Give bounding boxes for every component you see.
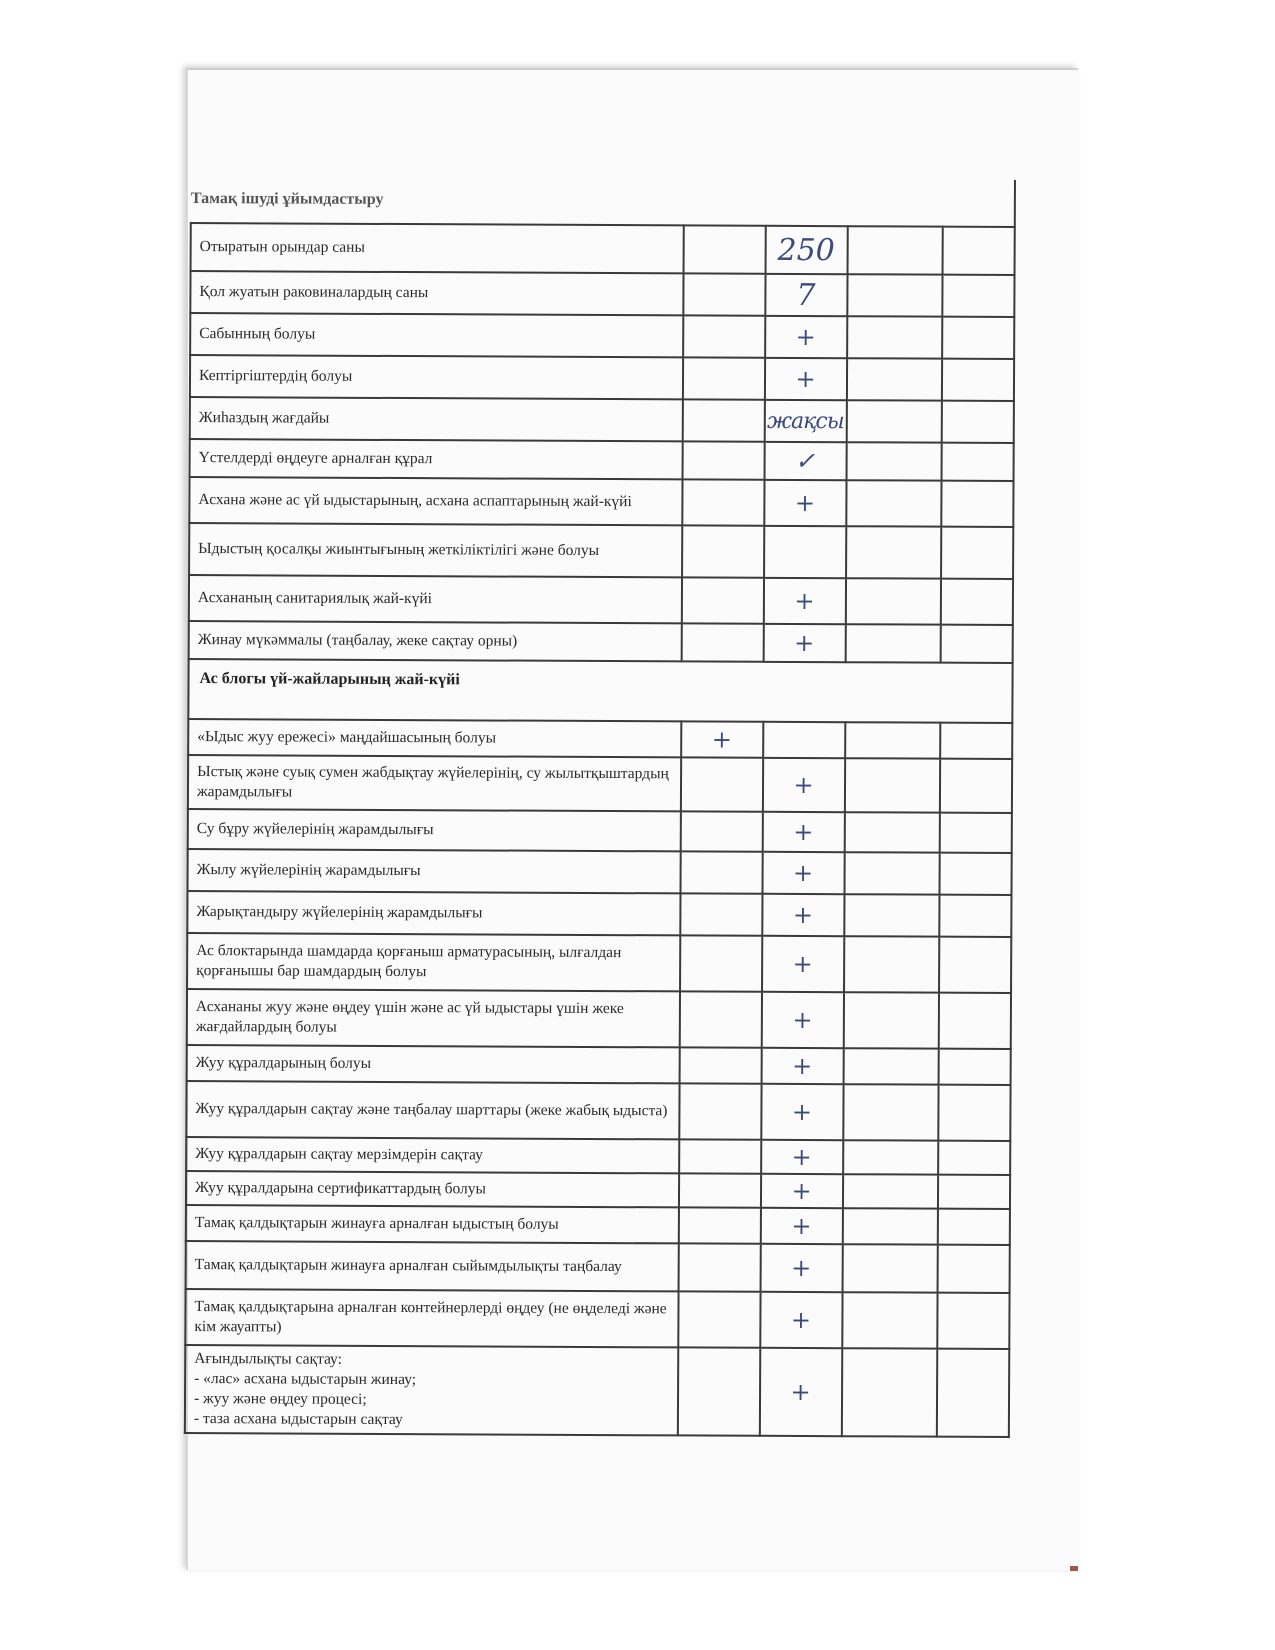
subsection-title: Ас блогы үй-жайларының жай-күйі	[188, 659, 1012, 723]
mark-cell-a	[679, 1207, 761, 1243]
mark-cell-d	[942, 443, 1014, 481]
mark-cell-b: +	[760, 1292, 842, 1348]
row-label: Жинау мүкәммалы (таңбалау, жеке сақтау орны)	[189, 621, 682, 661]
row-label: Асхананы жуу және өңдеу үшін және ас үй ыдыстары үшін жеке жағдайлардың болуы	[187, 989, 680, 1047]
mark-cell-a	[679, 1047, 761, 1083]
mark-cell-b: 7	[765, 274, 847, 316]
table-row	[187, 989, 1011, 1049]
mark-cell-c	[846, 480, 942, 526]
table-row	[186, 1171, 1010, 1209]
mark-cell-a	[680, 811, 762, 851]
inspection-form-table	[184, 176, 1016, 1438]
mark-cell-a	[683, 357, 765, 399]
mark-cell-b: +	[765, 316, 847, 358]
mark-cell-d	[938, 1175, 1010, 1209]
table-row-flow	[185, 1345, 1009, 1437]
mark-cell-b: +	[762, 894, 844, 936]
mark-cell-b: +	[759, 1348, 841, 1436]
mark-cell-d	[939, 937, 1011, 993]
mark-cell-b: +	[761, 1048, 843, 1084]
mark-cell-a	[682, 525, 764, 577]
mark-cell-a	[681, 623, 763, 661]
table-row	[185, 1289, 1009, 1349]
row-label: Жиһаздың жағдайы	[190, 397, 683, 441]
row-label: Үстелдерді өңдеуге арналған құрал	[190, 439, 683, 479]
table-row	[190, 355, 1014, 401]
mark-cell-d	[942, 317, 1014, 359]
flow-line: - жуу және өңдеу процесі;	[193, 1390, 367, 1408]
mark-cell-b	[763, 722, 845, 758]
mark-cell-b: +	[761, 1174, 843, 1208]
row-label: Сабынның болуы	[190, 313, 683, 357]
mark-cell-c	[843, 1048, 939, 1084]
mark-cell-a	[680, 851, 762, 893]
mark-cell-c	[844, 936, 940, 992]
mark-cell-c	[847, 316, 943, 358]
mark-cell-c	[845, 722, 941, 758]
row-label: Асхананың санитариялық жай-күйі	[189, 575, 682, 623]
mark-cell-b: +	[762, 936, 844, 992]
page-corner-mark	[1070, 1566, 1078, 1571]
table-row	[189, 575, 1013, 625]
table-row	[190, 397, 1014, 443]
table-row	[188, 719, 1012, 759]
mark-cell-a	[682, 399, 764, 441]
row-label: Жуу құралдарының болуы	[187, 1045, 680, 1083]
row-label: Қол жуатын раковиналардың саны	[190, 271, 683, 315]
table-row	[190, 439, 1014, 481]
flow-line: - «лас» асхана ыдыстарын жинау;	[194, 1370, 417, 1389]
mark-cell-d	[941, 625, 1013, 663]
mark-cell-b: +	[761, 1084, 843, 1140]
mark-cell-d	[939, 895, 1011, 937]
mark-cell-a	[678, 1243, 760, 1291]
table-row	[190, 313, 1014, 359]
mark-cell-b: +	[763, 578, 845, 624]
row-label: Су бұру жүйелерінің жарамдылығы	[188, 809, 681, 851]
mark-cell-d	[940, 759, 1012, 813]
mark-cell-c	[847, 274, 943, 316]
mark-cell-c	[842, 1208, 938, 1244]
flow-label	[185, 1345, 678, 1435]
mark-cell-a	[680, 991, 762, 1047]
mark-cell-c	[842, 1292, 938, 1348]
mark-cell-d	[938, 1085, 1010, 1141]
mark-cell-a	[682, 441, 764, 479]
mark-cell-b: +	[764, 480, 846, 526]
mark-cell-b: +	[762, 758, 844, 812]
mark-cell-a	[679, 1139, 761, 1173]
row-label: Жуу құралдарына сертификаттардың болуы	[186, 1171, 679, 1207]
mark-cell-c	[841, 1348, 937, 1436]
mark-cell-d	[938, 1209, 1010, 1245]
row-label: Ыстық және суық сумен жабдықтау жүйелерінің, су жылытқыштардың жарамдылығы	[188, 755, 681, 811]
mark-cell-d	[940, 723, 1012, 759]
mark-cell-c	[845, 578, 941, 624]
mark-cell-d	[938, 1141, 1010, 1175]
mark-cell-c	[847, 226, 943, 274]
mark-cell-c	[846, 400, 942, 442]
table-row	[188, 755, 1012, 813]
table-row	[186, 1081, 1010, 1141]
row-label: Тамақ қалдықтарын жинауға арналған сыйымдылықты таңбалау	[186, 1241, 679, 1291]
row-label: Жуу құралдарын сақтау мерзімдерін сақтау	[186, 1137, 679, 1173]
mark-cell-c	[845, 624, 941, 662]
row-label: Тамақ қалдықтарына арналған контейнерлерді өңдеу (не өңделеді және кім жауапты)	[185, 1289, 678, 1347]
mark-cell-d	[942, 359, 1014, 401]
mark-cell-b: 250	[765, 226, 847, 274]
mark-cell-d	[941, 481, 1013, 527]
mark-cell-d	[937, 1293, 1009, 1349]
table-row	[189, 477, 1013, 527]
mark-cell-c	[842, 1244, 938, 1292]
row-label: Кептіргіштердің болуы	[190, 355, 683, 399]
table-row	[187, 891, 1011, 937]
mark-cell-b: ✓	[764, 442, 846, 480]
table-row	[189, 621, 1013, 663]
row-label: Ыдыстың қосалқы жиынтығының жеткіліктілігі және болуы	[189, 523, 682, 577]
mark-cell-a	[679, 1173, 761, 1207]
table-row	[186, 1241, 1010, 1293]
mark-cell-d	[940, 853, 1012, 895]
flow-line: Ағындылықты сақтау:	[194, 1350, 342, 1368]
table-row	[187, 1045, 1011, 1085]
row-label: Асхана және ас үй ыдыстарының, асхана аспаптарының жай-күйі	[189, 477, 682, 525]
mark-cell-b: +	[761, 1140, 843, 1174]
section-title: Тамақ ішуді ұйымдастыру	[191, 176, 1015, 227]
mark-cell-a	[680, 893, 762, 935]
table-row	[189, 523, 1013, 579]
mark-cell-a	[678, 1291, 760, 1347]
mark-cell-a	[680, 935, 762, 991]
section-title-row	[191, 176, 1015, 227]
mark-cell-a	[683, 315, 765, 357]
mark-cell-c	[844, 758, 940, 812]
mark-cell-a	[679, 1083, 761, 1139]
mark-cell-d	[940, 813, 1012, 853]
mark-cell-b: +	[762, 812, 844, 852]
mark-cell-b: +	[762, 852, 844, 894]
table-row	[191, 223, 1015, 275]
mark-cell-a	[683, 273, 765, 315]
mark-cell-a	[681, 757, 763, 811]
mark-cell-c	[846, 442, 942, 480]
mark-cell-c	[842, 1174, 938, 1208]
mark-cell-c	[843, 992, 939, 1048]
row-label: «Ыдыс жуу ережесі» маңдайшасының болуы	[188, 719, 681, 757]
mark-cell-b: +	[760, 1208, 842, 1244]
mark-cell-b: +	[764, 358, 846, 400]
mark-cell-c	[846, 526, 942, 578]
mark-cell-b: +	[763, 624, 845, 662]
row-label: Тамақ қалдықтарын жинауға арналған ыдыстың болуы	[186, 1205, 679, 1243]
mark-cell-c	[844, 812, 940, 852]
mark-cell-a	[683, 225, 765, 273]
mark-cell-d	[939, 993, 1011, 1049]
mark-cell-b: +	[760, 1244, 842, 1292]
row-label: Жуу құралдарын сақтау және таңбалау шарттары (жеке жабық ыдыста)	[186, 1081, 679, 1139]
table-row	[186, 1137, 1010, 1175]
mark-cell-a	[678, 1347, 760, 1435]
subsection-title-row	[188, 659, 1012, 723]
mark-cell-d	[941, 527, 1013, 579]
row-label: Жылу жүйелерінің жарамдылығы	[188, 849, 681, 893]
mark-cell-b	[764, 526, 846, 578]
row-label: Ас блоктарында шамдарда қорғаныш арматурасының, ылғалдан қорғанышы бар шамдардың болуы	[187, 933, 680, 991]
mark-cell-d	[943, 227, 1015, 275]
mark-cell-a	[682, 479, 764, 525]
mark-cell-a	[682, 577, 764, 623]
mark-cell-b: жақсы	[764, 400, 846, 442]
mark-cell-d	[937, 1349, 1009, 1437]
flow-line: - таза асхана ыдыстарын сақтау	[193, 1410, 403, 1429]
table-row	[187, 933, 1011, 993]
mark-cell-d	[943, 275, 1015, 317]
table-row	[186, 1205, 1010, 1245]
mark-cell-c	[844, 852, 940, 894]
table-row	[188, 849, 1012, 895]
mark-cell-c	[843, 1084, 939, 1140]
table-row	[188, 809, 1012, 853]
table-row	[190, 271, 1014, 317]
row-label: Отыратын орындар саны	[191, 223, 684, 273]
mark-cell-c	[846, 358, 942, 400]
mark-cell-a: +	[681, 721, 763, 757]
row-label: Жарықтандыру жүйелерінің жарамдылығы	[187, 891, 680, 935]
mark-cell-d	[941, 579, 1013, 625]
mark-cell-d	[939, 1049, 1011, 1085]
mark-cell-c	[844, 894, 940, 936]
mark-cell-c	[843, 1140, 939, 1174]
mark-cell-b: +	[761, 992, 843, 1048]
mark-cell-d	[938, 1245, 1010, 1293]
mark-cell-d	[942, 401, 1014, 443]
